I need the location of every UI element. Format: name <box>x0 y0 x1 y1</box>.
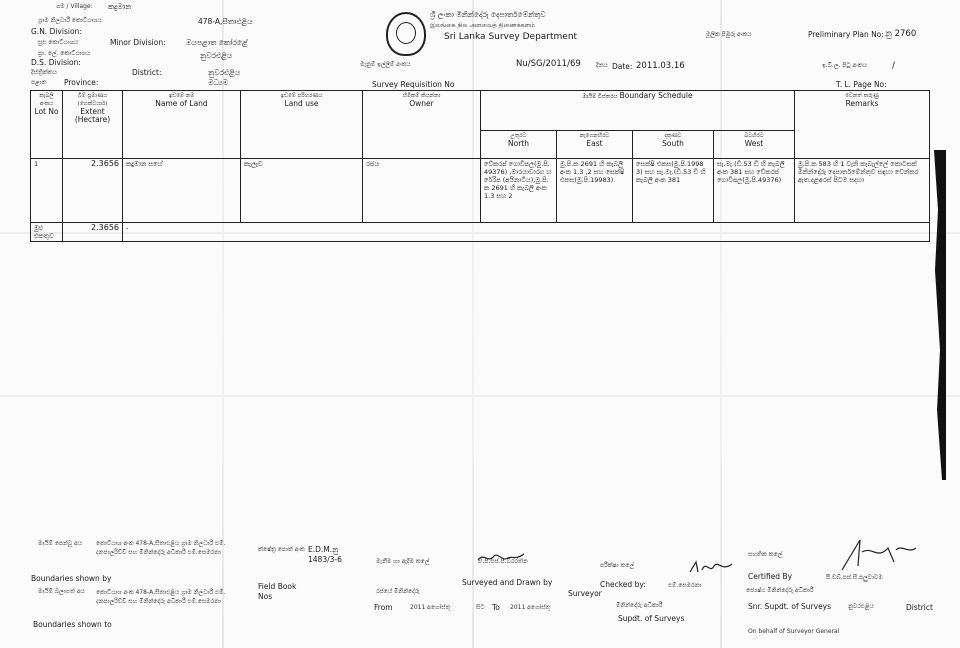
boundaries-shown-to-label: Boundaries shown to <box>33 620 112 629</box>
plan-label-si: මූලික පිඹුරු අංකය <box>706 31 752 38</box>
field-book-label-si: ක්ෂේත්‍ර පොත් අංක <box>258 546 305 553</box>
checker-name: එම්.සෙමරනා <box>668 582 702 589</box>
lot-no-header: කැබලි අංකය Lot No <box>31 91 63 159</box>
total-label: මුළු එකතුව <box>31 223 63 242</box>
behalf-label: On behalf of Surveyor General <box>748 628 840 635</box>
requisition-label: Survey Requisition No <box>372 80 455 89</box>
plan-label: Preliminary Plan No: <box>808 30 884 39</box>
surveyor-label: Surveyor <box>568 589 602 598</box>
ds-division-label: D.S. Division: <box>31 58 81 67</box>
owner-header: හිමිකම් කියන්නා Owner <box>363 91 481 159</box>
land-name-cell: කදුමාන සහේ <box>123 159 241 223</box>
remarks-cell: මු.පි.ක 583 හි 1 වැනි කැබැල්ලේ කොටසක් මිනින්දෝරු දෙපාර්තමේන්තුව සඳහා වෙන්කර ඇත.දළඅරස් පිටම සදහා <box>795 159 930 223</box>
minor-division-label: Minor Division: <box>110 38 166 47</box>
field-book-label: Field Book Nos <box>258 582 297 601</box>
supdt-label: Supdt. of Surveys <box>618 614 685 623</box>
lot-table <box>30 90 930 242</box>
paper-crease <box>0 395 960 397</box>
boundaries-shown-by-value: කොට්ඨාශ අංක 478-A,සීතාඑළිය ග්‍රාම නිලධාරී එම්. දනපාලරිච්චි සහ මිනින්දෝරු අධිකාරී එම්.සෙමරනා <box>96 540 226 556</box>
boundaries-shown-by-label: Boundaries shown by <box>31 574 112 583</box>
south-boundary-cell: සෙක්ෂි එකස(මු.පි.19983) සහ සැ.මැ.(ඩි.53 ඩි හි කැබලි අංක 381 <box>633 159 714 223</box>
department-name: Sri Lanka Survey Department <box>444 32 578 42</box>
department-name-ta: இலங்கை நில அளவைத் திணைக்களம் <box>430 22 535 29</box>
minor-division-label-si: සුළු කොට්ඨාශය <box>38 39 79 46</box>
land-use-cell: කැලෑව <box>241 159 363 223</box>
west-boundary-cell: සැ.මැ.(ඩි.53 ඩි හි කැබලි අංක 381 සහ වේකරප් ගොවිපල(මු.පි.49376) <box>714 159 795 223</box>
checker-signature-icon <box>688 558 734 576</box>
total-dash: - <box>123 223 930 242</box>
snr-supdt-label: Snr. Supdt. of Surveys <box>748 602 832 611</box>
gn-division-label-si: ග්‍රාම නිලධාරී කොට්ඨාශය <box>38 17 102 24</box>
surveyed-label-si: මැනීම හා ඇදීම කලේ <box>376 558 430 565</box>
owner-cell: රජය <box>363 159 481 223</box>
village-label: ගම / Village: <box>56 3 93 10</box>
certifier-name: පී.ඩබ්.එස්.සී.පලුවාවම <box>826 574 883 581</box>
gn-division-value: 478-A,සීතාඑළිය <box>198 17 253 26</box>
total-value: 2.3656 <box>63 223 123 242</box>
surveyor-title-si: රජයේ මිනින්දෝරු <box>376 588 420 595</box>
to-value: 2011 අගෝස්තු <box>510 604 551 611</box>
requisition-value: Nu/SG/2011/69 <box>516 59 581 69</box>
extent-header: බිම් ප්‍රමාණය (හෙක්ටයාර්) Extent (Hectare) <box>63 91 123 159</box>
ds-division-value: නුවරඑළිය <box>200 51 233 60</box>
land-use-header: ඉඩමේ පරිහරණය Land use <box>241 91 363 159</box>
south-header: දකුණට South <box>633 131 714 159</box>
district-footer-value: නුවරඑළිය <box>848 603 874 610</box>
from-value: 2011 අගෝස්තු <box>410 604 451 611</box>
torn-edge <box>932 150 946 480</box>
checked-label: Checked by: <box>600 580 646 589</box>
east-boundary-cell: මු.පි.ක 2691 හි කැබලි අංක 1.3 ,2 සහ සෙක්ෂි එකස(මු.පි.19983) <box>557 159 633 223</box>
district-value: නුවරඑළිය <box>208 68 241 77</box>
supdt-label-si: මිනින්දෝරු අධිකාරී <box>616 602 663 609</box>
from-label: From <box>374 603 393 612</box>
department-name-si: ශ්‍රී ලංකා මිනින්දෝරු දෙපාර්තමේන්තුව <box>430 10 546 19</box>
date-label-si: දිනය <box>596 62 608 69</box>
department-seal-icon <box>386 12 426 56</box>
district-label-si: දිස්ත්‍රික්කය <box>31 69 57 76</box>
province-label-si: පළාත <box>31 79 47 86</box>
boundaries-shown-to-value: කොට්ඨාශ අංක 478-A,සීතාඑළිය ග්‍රාම නිලධාරී එම්. දනපාලරිච්චි සහ මිනින්දෝරු අධිකාරී එම්.සෙමරනා <box>96 589 226 605</box>
date-label: Date: <box>612 62 633 71</box>
date-value: 2011.03.16 <box>636 61 685 71</box>
tl-page-value: / <box>892 61 895 71</box>
from-label-si: සිට <box>476 604 485 611</box>
minor-division-value: ඔයපළාත කෝරළේ <box>186 38 248 47</box>
requisition-label-si: මැනුම් ඉල්ලීම් අංකය <box>360 61 411 68</box>
lot-no-cell: 1 <box>31 159 63 223</box>
certified-label-si: සහතික කලේ <box>748 551 783 558</box>
certified-label: Certified By <box>748 572 793 581</box>
field-book-value: E.D.M.නු 1483/3-6 <box>308 545 342 564</box>
checked-label-si: පරීක්ෂා කලේ <box>600 562 635 569</box>
north-boundary-cell: වේකරප් ගොවිපල(මු.පි.49376) ,මාරයාවාරග හරේරිප (අයිනාටිය),මු.පි.ක 2691 හි කැබලි අංක 1.3 සහ 2 <box>481 159 557 223</box>
snr-supdt-label-si: ජ්‍යෙෂ්ඨ මිනින්දෝරු අධිකාරී <box>746 587 814 594</box>
tl-page-label: T. L. Page No: <box>836 80 887 89</box>
west-header: බටහිරට West <box>714 131 795 159</box>
land-name-header: ඉඩමේ නම Name of Land <box>123 91 241 159</box>
surveyor-name: ඒ.පී.එස්.පී.වීරරත්න <box>478 558 528 565</box>
boundary-schedule-header: මායිම් විස්තරය Boundary Schedule <box>481 91 795 131</box>
east-header: නැගෙනහිරට East <box>557 131 633 159</box>
ds-division-label-si: ප්‍රා. ලේ. කොට්ඨාශය <box>38 50 91 57</box>
total-row <box>31 223 930 242</box>
surveyed-label: Surveyed and Drawn by <box>462 578 553 587</box>
tl-page-label-si: ඉ.වි.ල. පිටු අංකය <box>822 62 867 69</box>
to-label: To <box>492 603 500 612</box>
north-header: උතුරට North <box>481 131 557 159</box>
remarks-header: වෙනත් කරුණු Remarks <box>795 91 930 159</box>
district-label: District: <box>132 68 162 77</box>
boundaries-shown-by-label-si: මායිම් පෙන්වූ අය <box>38 540 83 547</box>
village-value: කදුමාන <box>108 2 132 11</box>
extent-cell: 2.3656 <box>63 159 123 223</box>
plan-value: නු 2760 <box>885 29 917 39</box>
table-row <box>31 159 930 223</box>
certifier-signature-icon <box>838 536 918 572</box>
district-footer-label: District <box>906 603 933 612</box>
province-label: Province: <box>64 78 99 87</box>
boundaries-shown-to-label-si: මායිම් බලාගත් අය <box>38 588 85 595</box>
province-value: මධ්‍යම <box>208 78 229 87</box>
gn-division-label: G.N. Division: <box>31 27 82 36</box>
